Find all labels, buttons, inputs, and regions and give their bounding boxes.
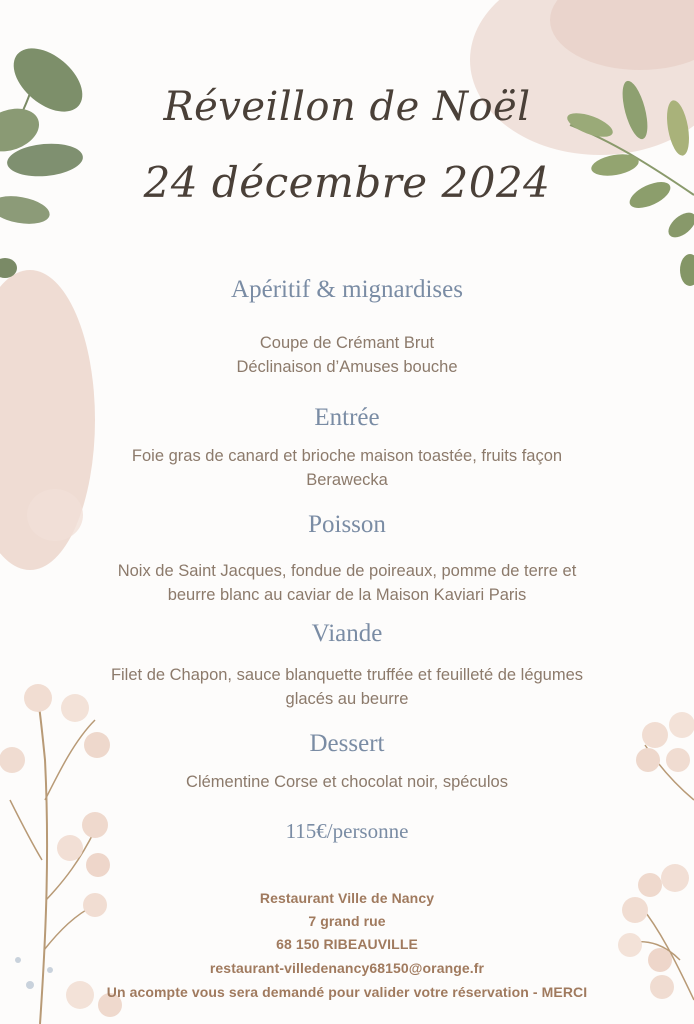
section-heading-poisson: Poisson [308,511,386,538]
menu-item-line: Clémentine Corse et chocolat noir, spéculos [186,773,508,791]
deposit-note: Un acompte vous sera demandé pour valider votre réservation - MERCI [106,984,588,1000]
eucalyptus-leaves-top-left [0,36,94,278]
menu-item-line: Filet de Chapon, sauce blanquette truffée et feuilleté de légumes [110,666,584,684]
section-heading-viande: Viande [311,620,383,647]
restaurant-street: 7 grand rue [308,913,386,929]
section-heading-aperitif: Apéritif & mignardises [231,276,463,303]
menu-item-line: Déclinaison d’Amuses bouche [236,358,458,376]
menu-item-line: Foie gras de canard et brioche maison toastée, fruits façon [131,447,563,465]
menu-title: Réveillon de Noël [163,84,531,130]
section-heading-entree: Entrée [314,404,380,431]
menu-price: 115€/personne [285,819,409,843]
menu-item-line: beurre blanc au caviar de la Maison Kaviari Paris [167,586,527,604]
menu-item-line: Berawecka [306,471,388,489]
restaurant-email: restaurant-villedenancy68150@orange.fr [209,960,485,976]
menu-item-line: Noix de Saint Jacques, fondue de poireaux, pomme de terre et [117,562,577,580]
menu-item-line: Coupe de Crémant Brut [259,334,435,352]
section-heading-dessert: Dessert [309,730,385,757]
restaurant-name: Restaurant Ville de Nancy [259,890,435,906]
menu-date: 24 décembre 2024 [143,158,551,207]
restaurant-city: 68 150 RIBEAUVILLE [276,936,418,952]
menu-item-line: glacés au beurre [285,690,409,708]
